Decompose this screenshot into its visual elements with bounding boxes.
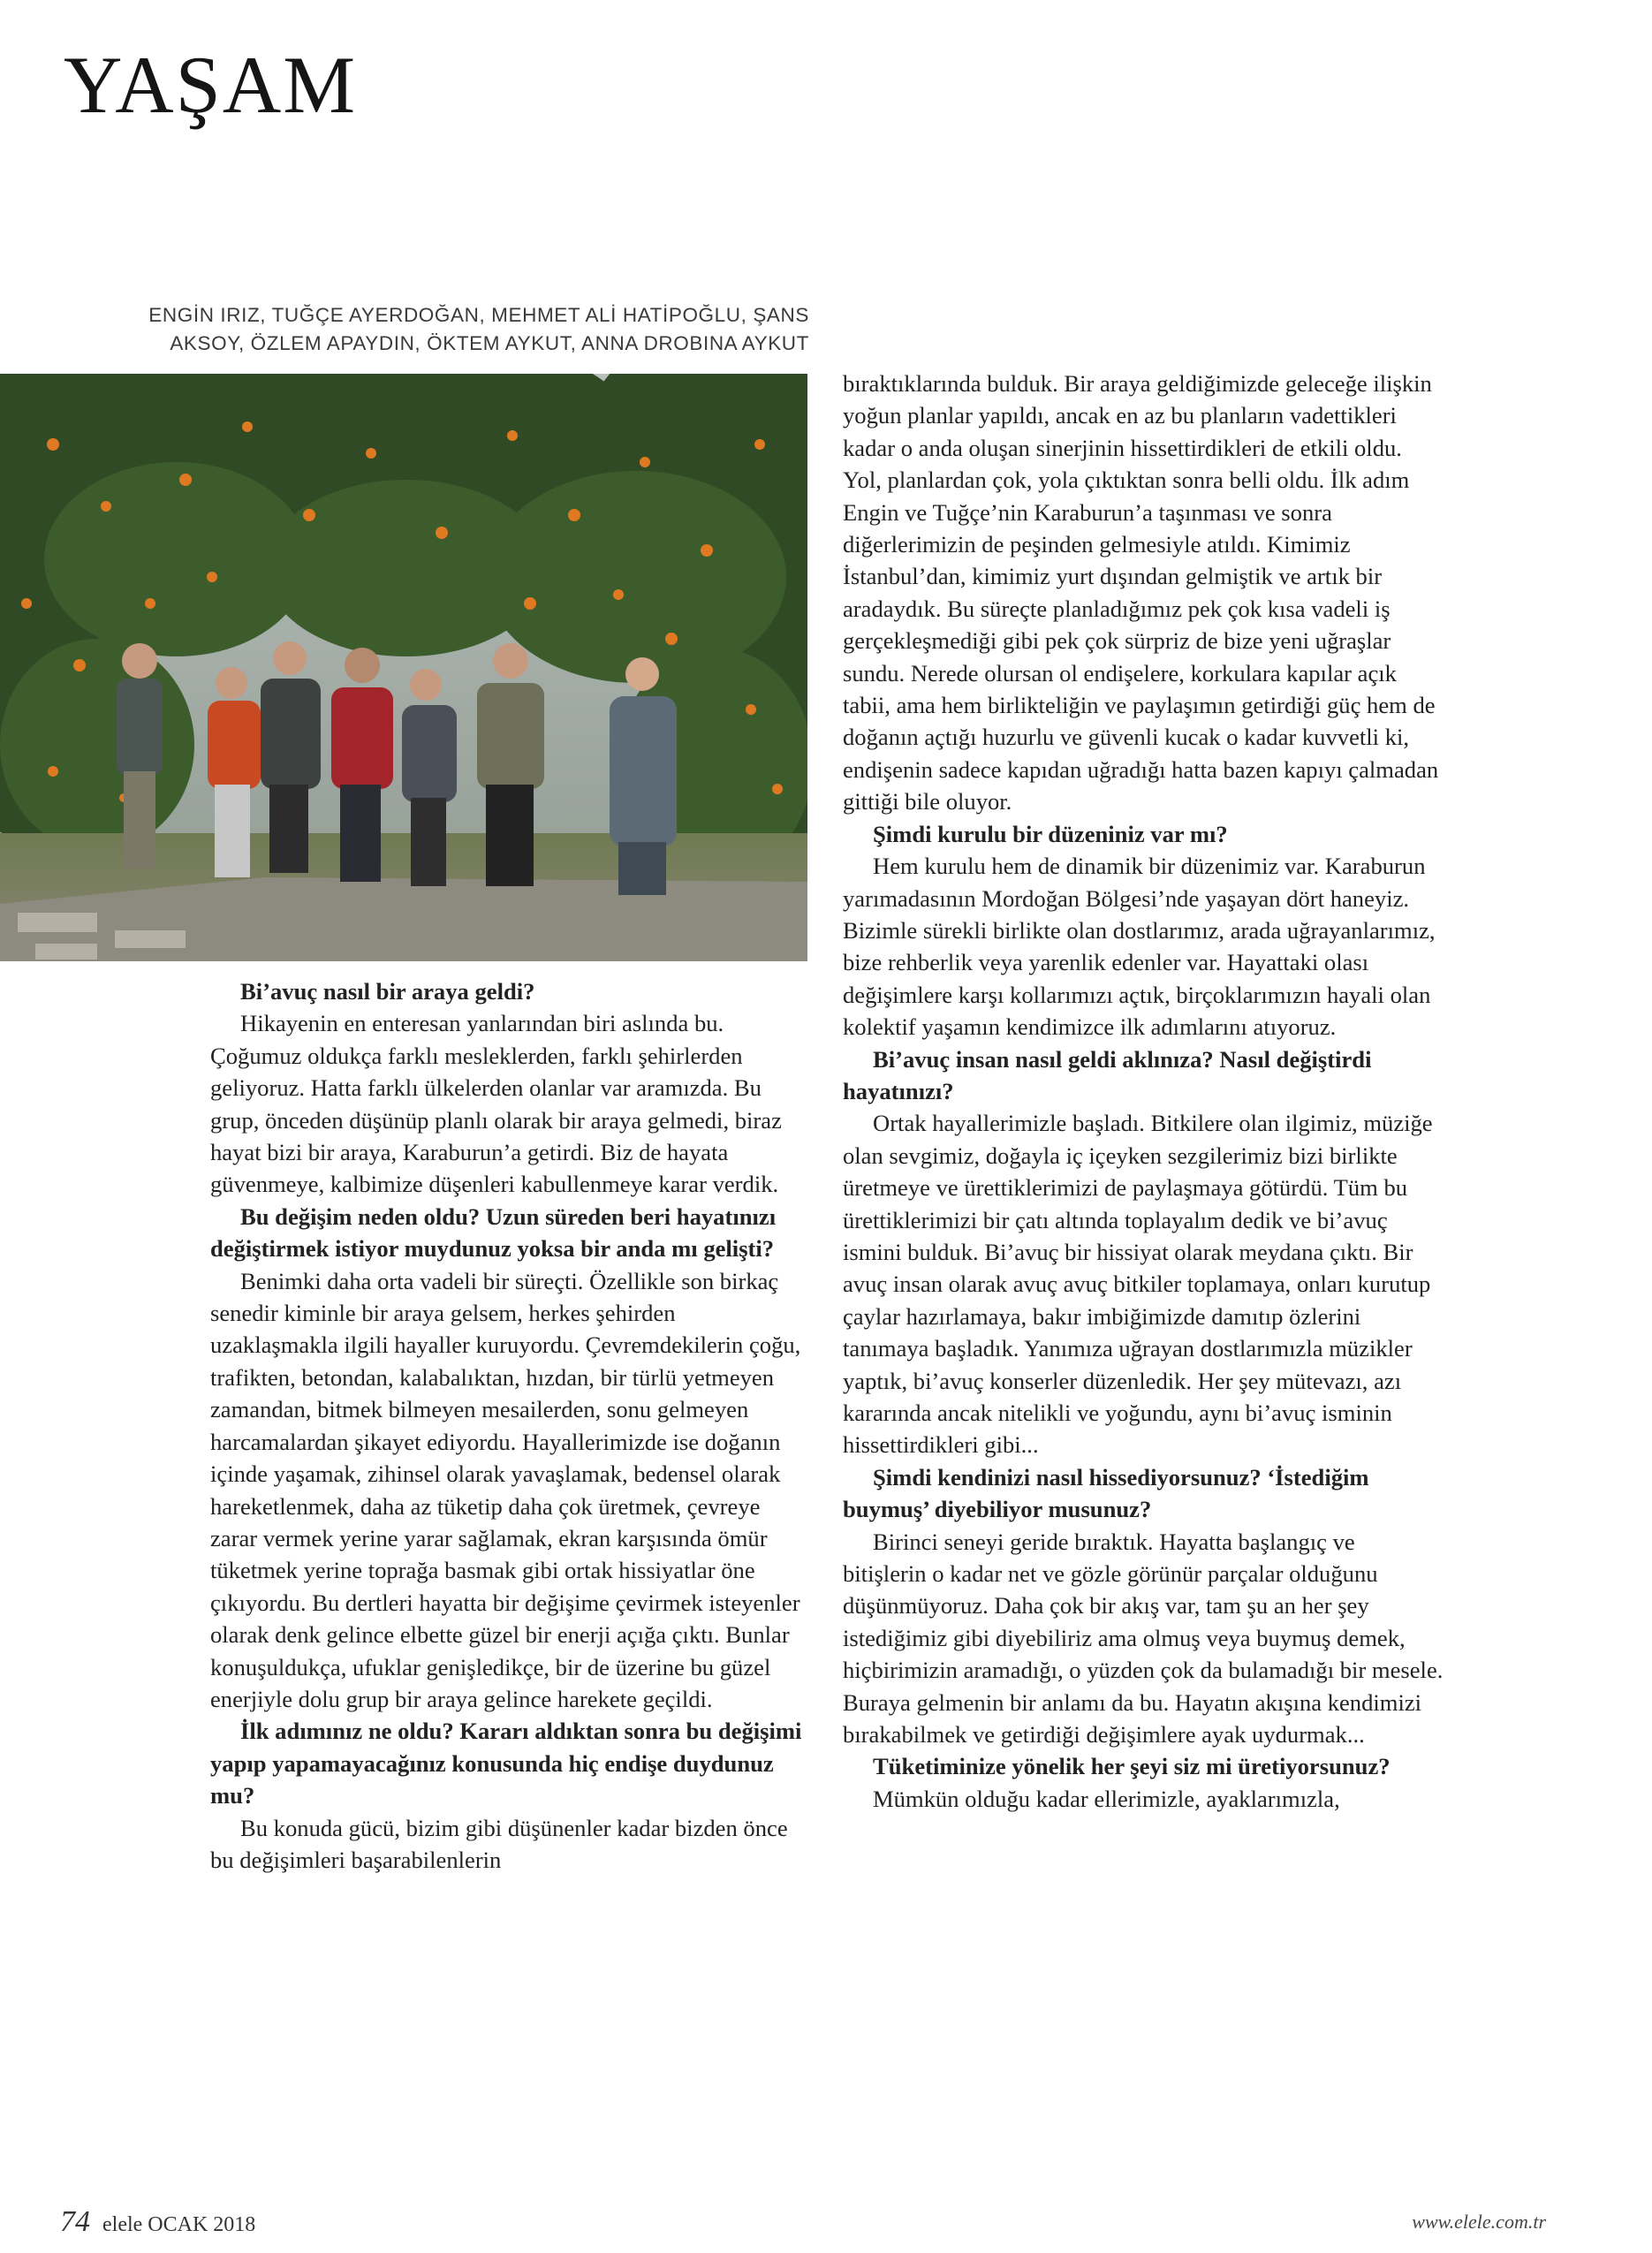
issue-label: elele OCAK 2018 <box>102 2213 256 2236</box>
answer: Hem kurulu hem de dinamik bir düzenimiz var. Karaburun yarımadasının Mordoğan Bölgesi’nde yaşayan dört haneyiz. Bizimle sürekli birlikte olan dostlarımız, arada uğrayanlarımız, bize rehberlik veya yarenlik edenler var. Hayattaki olası değişimlere karşı kollarımızı açtık, birçoklarımızın hayali olan kolektif yaşamın kendimizce ilk adımlarını atıyoruz. <box>843 853 1436 1041</box>
section-title: YAŞAM <box>64 40 358 130</box>
article-column-left <box>210 975 808 1876</box>
question: Bi’avuç nasıl bir araya geldi? <box>240 978 535 1005</box>
question: Bu değişim neden oldu? Uzun süreden beri hayatınızı değiştirmek istiyor muydunuz yoksa bir anda mı gelişti? <box>210 1202 777 1263</box>
credit-line-1: ENGİN IRIZ, TUĞÇE AYERDOĞAN, MEHMET ALİ HATİPOĞLU, ŞANS <box>148 304 809 326</box>
question: Bi’avuç insan nasıl geldi aklınıza? Nasıl değiştirdi hayatınızı? <box>843 1045 1372 1104</box>
answer: Birinci seneyi geride bıraktık. Hayatta başlangıç ve bitişlerin o kadar net ve gözle görünür parçalar olduğunu düşünmüyoruz. Daha çok bir akış var, tam şu an her şey istediğimiz gibi diyebiliriz ama olmuş veya buymuş demek, hiçbirimizin aramadığı, o yüzden çok da bulamadığı bir mesele. Buraya gelmenin bir anlamı da bu. Hayatın akışına kendimizi bırakabilmek ve getirdiği değişimlere ayak uydurmak... <box>843 1528 1444 1749</box>
question: İlk adımınız ne oldu? Kararı aldıktan sonra bu değişimi yapıp yapamayacağınız konusunda hiç endişe duydunuz mu? <box>210 1718 802 1809</box>
group-photo-illustration <box>0 374 807 961</box>
answer: Mümkün olduğu kadar ellerimizle, ayaklarımızla, <box>873 1785 1340 1812</box>
answer: Benimki daha orta vadeli bir süreçti. Özellikle son birkaç senedir kiminle bir araya gelsem, herkes şehirden uzaklaşmakla ilgili hayaller kuruyordu. Çevremdekilerin çoğu, trafikten, betondan, kalabalıktan, hızdan, bir türlü yetmeyen zamandan, bitmek bilmeyen mesailerden, sonu gelmeyen harcamalardan şikayet ediyordu. Hayallerimizde ise doğanın içinde yaşamak, zihinsel olarak yavaşlamak, bedensel olarak hareketlenmek, daha az tüketip daha çok üretmek, çevreye zarar vermek yerine yarar sağlamak, ekran karşısında ömür tüketmek yerine toprağa basmak gibi ortak hissiyatlar öne çıkıyordu. Bu dertleri hayatta bir değişime çevirmek isteyenler olarak denk gelince elbette güzel bir enerji açığa çıktı. Bunlar konuşuldukça, ufuklar genişledikçe, bir de üzerine bu güzel enerjiyle dolu grup bir araya gelince harekete geçildi. <box>210 1267 801 1712</box>
credit-line-2: AKSOY, ÖZLEM APAYDIN, ÖKTEM AYKUT, ANNA DROBINA AYKUT <box>170 332 809 354</box>
group-photo <box>0 374 807 961</box>
question: Tüketiminize yönelik her şeyi siz mi üretiyorsunuz? <box>873 1753 1391 1780</box>
article-column-right <box>843 368 1444 1815</box>
answer: Bu konuda gücü, bizim gibi düşünenler kadar bizden önce bu değişimleri başarabilenlerin <box>210 1814 788 1873</box>
answer-continued: bıraktıklarında bulduk. Bir araya geldiğimizde geleceğe ilişkin yoğun planlar yapıldı, ancak en az bu planların vadettikleri kadar o anda oluşan sinerjinin hissettirdikleri de etkili oldu. Yol, planlardan çok, yola çıktıktan sonra belli oldu. İlk adım Engin ve Tuğçe’nin Karaburun’a taşınması ve sonra diğerlerimizin de peşinden gelmesiyle atıldı. Kimimiz İstanbul’dan, kimimiz yurt dışından gelmiştik ve artık bir aradaydık. Bu süreçte planladığımız pek çok kısa vadeli iş gerçekleşmediği gibi pek çok sürpriz de bize yeni uğraşlar sundu. Nerede olursan ol endişelere, korkulara kapılar açık tabii, ama hem birlikteliğin ve paylaşımın getirdiği güç hem de doğanın açtığı huzurlu ve güvenli kucak o kadar kuvvetli ki, endişenin sadece kapıdan uğradığı hatta bazen kapıyı çalmadan gittiği bile oluyor. <box>843 370 1439 815</box>
page-number: 74 <box>60 2205 90 2238</box>
photo-credit <box>133 301 809 358</box>
footer-issue <box>60 2205 255 2239</box>
question: Şimdi kendinizi nasıl hissediyorsunuz? ‘İstediğim buymuş’ diyebiliyor musunuz? <box>843 1463 1369 1523</box>
answer: Ortak hayallerimizle başladı. Bitkilere olan ilgimiz, müziğe olan sevgimiz, doğayla iç içeyken sezgilerimiz bizi birlikte üretmeye ve ürettiklerimizi de paylaşmaya götürdü. Tüm bu ürettiklerimizi bir çatı altında toplayalım dedik ve bi’avuç ismini bulduk. Bi’avuç bir hissiyat olarak meydana çıktı. Bir avuç insan olarak avuç avuç bitkiler toplamaya, onları kurutup çaylar hazırlamaya, bakır imbiğimizde damıtıp özlerini tanımaya başladık. Yanımıza uğrayan dostlarımızla müzikler yaptık, bi’avuç konserler düzenledik. Her şey mütevazı, azı kararında ancak nitelikli ve yoğundu, aynı bi’avuç isminin hissettirdikleri gibi... <box>843 1110 1433 1459</box>
question: Şimdi kurulu bir düzeniniz var mı? <box>873 820 1228 847</box>
footer-website: www.elele.com.tr <box>1412 2211 1546 2233</box>
answer: Hikayenin en enteresan yanlarından biri aslında bu. Çoğumuz oldukça farklı mesleklerden, farklı şehirlerden geliyoruz. Hatta farklı ülkelerden olanlar var aramızda. Bu grup, önceden düşünüp planlı olarak bir araya gelmedi, biraz hayat bizi bir araya, Karaburun’a getirdi. Biz de hayata güvenmeye, kalbimize düşenleri kabullenmeye karar verdik. <box>210 1010 782 1198</box>
